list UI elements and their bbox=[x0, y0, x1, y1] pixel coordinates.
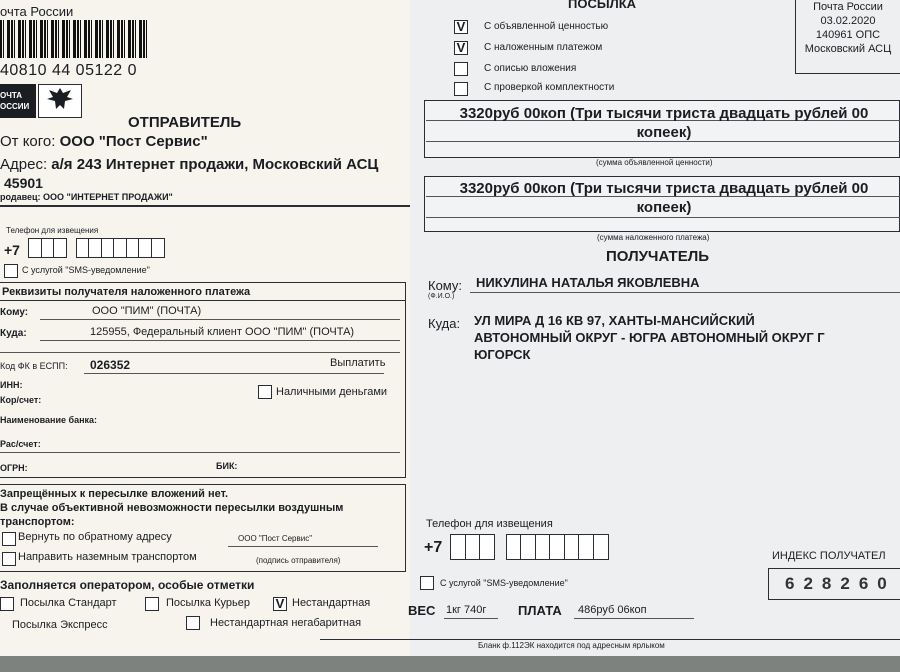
footer-note: Бланк ф.112ЭК находится под адресным ярлыком bbox=[478, 641, 665, 650]
courier-label: Посылка Курьер bbox=[166, 597, 250, 609]
cod-value-text: 3320руб 00коп (Три тысячи триста двадцать рублей 00 копеек) bbox=[459, 180, 869, 216]
ground-checkbox[interactable] bbox=[2, 552, 16, 566]
recipient-phone-label: Телефон для извещения bbox=[426, 518, 553, 530]
fk-value: 026352 bbox=[90, 358, 131, 372]
sender-title: ОТПРАВИТЕЛЬ bbox=[128, 114, 242, 131]
parcel-opt2: С наложенным платежом bbox=[484, 42, 603, 53]
account-label: Рас/счет: bbox=[0, 439, 41, 449]
inventory-checkbox[interactable] bbox=[454, 62, 468, 76]
restriction-line2: В случае объективной невозможности пересылки воздушным bbox=[0, 502, 344, 514]
ground-label: Направить наземным транспортом bbox=[18, 551, 197, 563]
cod-checkbox[interactable]: V bbox=[454, 41, 468, 55]
completeness-checkbox[interactable] bbox=[454, 82, 468, 96]
express-label: Посылка Экспресс bbox=[12, 619, 108, 631]
declared-value-checkbox[interactable]: V bbox=[454, 20, 468, 34]
nonstandard-checkbox[interactable]: V bbox=[273, 597, 287, 611]
restriction-line1: Запрещённых к пересылке вложений нет. bbox=[0, 488, 229, 500]
pay-label: Выплатить bbox=[330, 357, 386, 369]
payment-details-box bbox=[0, 282, 406, 478]
seller-line: родавец: ООО "ИНТЕРНЕТ ПРОДАЖИ" bbox=[0, 192, 173, 202]
table-surface bbox=[0, 656, 900, 672]
eagle-icon bbox=[38, 84, 82, 118]
inn-label: ИНН: bbox=[0, 380, 23, 390]
pay-where-value: 125955, Федеральный клиент ООО "ПИМ" (ПОЧТА) bbox=[90, 326, 355, 338]
recipient-title: ПОЛУЧАТЕЛЬ bbox=[606, 248, 710, 265]
kor-label: Кор/счет: bbox=[0, 395, 42, 405]
post-label: очта России bbox=[0, 4, 74, 19]
oversize-label: Нестандартная негабаритная bbox=[210, 617, 362, 629]
sender-phone-prefix: +7 bbox=[4, 242, 20, 258]
parcel-opt3: С описью вложения bbox=[484, 63, 577, 74]
recipient-to-label: Кому: bbox=[428, 278, 462, 293]
sender-from: От кого: ООО "Пост Сервис" bbox=[0, 133, 208, 150]
index-label: ИНДЕКС ПОЛУЧАТЕЛ bbox=[772, 550, 886, 562]
bik-label: БИК: bbox=[216, 461, 238, 471]
fee-value: 486руб 06коп bbox=[578, 604, 647, 616]
barcode-number: 40810 44 05122 0 bbox=[0, 62, 138, 79]
sender-postcode: 45901 bbox=[4, 175, 43, 191]
weight-label: ВЕС bbox=[408, 603, 436, 618]
barcode bbox=[0, 20, 150, 58]
nonstandard-label: Нестандартная bbox=[292, 597, 371, 609]
ogrn-label: ОГРН: bbox=[0, 463, 28, 473]
sender-sms-checkbox[interactable] bbox=[4, 264, 18, 278]
recipient-to-caption: (Ф.И.О.) bbox=[428, 293, 455, 300]
parcel-opt1: С объявленной ценностью bbox=[484, 21, 609, 32]
signature-caption: (подпись отправителя) bbox=[256, 556, 341, 565]
sender-sms-label: С услугой "SMS-уведомление" bbox=[22, 265, 150, 275]
courier-checkbox[interactable] bbox=[145, 597, 159, 611]
recipient-sms-checkbox[interactable] bbox=[420, 576, 434, 590]
weight-value: 1кг 740г bbox=[446, 604, 487, 616]
operator-title: Заполняется оператором, особые отметки bbox=[0, 578, 255, 592]
recipient-name: НИКУЛИНА НАТАЛЬЯ ЯКОВЛЕВНА bbox=[476, 275, 700, 290]
parcel-opt4: С проверкой комплектности bbox=[484, 82, 615, 93]
sender-phone-label: Телефон для извещения bbox=[6, 226, 99, 235]
divider bbox=[0, 300, 406, 301]
recipient-phone-cells[interactable] bbox=[450, 534, 607, 565]
recipient-where-label: Куда: bbox=[428, 316, 461, 331]
cash-checkbox[interactable] bbox=[258, 385, 272, 399]
pay-where-label: Куда: bbox=[0, 328, 27, 339]
recipient-sms-label: С услугой "SMS-уведомление" bbox=[440, 578, 568, 588]
sender-phone-cells[interactable] bbox=[28, 238, 163, 263]
bank-label: Наименование банка: bbox=[0, 415, 98, 425]
fee-label: ПЛАТА bbox=[518, 603, 562, 618]
fk-label: Код ФК в ЕСПП: bbox=[0, 361, 68, 371]
oversize-checkbox[interactable] bbox=[186, 616, 200, 630]
cash-label: Наличными деньгами bbox=[276, 386, 388, 398]
divider bbox=[0, 205, 410, 207]
return-checkbox[interactable] bbox=[2, 532, 16, 546]
signature-value: ООО "Пост Сервис" bbox=[238, 534, 313, 543]
restriction-line3: транспортом: bbox=[0, 516, 75, 528]
payment-title: Реквизиты получателя наложенного платежа bbox=[2, 286, 251, 298]
recipient-address: УЛ МИРА Д 16 КВ 97, ХАНТЫ-МАНСИЙСКИЙ АВТОНОМНЫЙ ОКРУГ - ЮГРА АВТОНОМНЫЙ ОКРУГ Г ЮГОРСК bbox=[474, 313, 825, 362]
standard-label: Посылка Стандарт bbox=[20, 597, 117, 609]
sender-address: Адрес: а/я 243 Интернет продажи, Московский АСЦ bbox=[0, 156, 379, 173]
return-label: Вернуть по обратному адресу bbox=[18, 531, 172, 543]
declared-value-text: 3320руб 00коп (Три тысячи триста двадцать рублей 00 копеек) bbox=[459, 105, 869, 141]
recipient-index: 628260 bbox=[768, 568, 900, 600]
pay-to-label: Кому: bbox=[0, 307, 29, 318]
standard-checkbox[interactable] bbox=[0, 597, 14, 611]
pay-to-value: ООО "ПИМ" (ПОЧТА) bbox=[92, 305, 202, 317]
post-stamp: Почта России 03.02.2020 140961 ОПС Московский АСЦ bbox=[795, 0, 900, 74]
parcel-title: ПОСЫЛКА bbox=[568, 0, 637, 11]
recipient-phone-prefix: +7 bbox=[424, 539, 443, 556]
declared-value-caption: (сумма объявленной ценности) bbox=[596, 158, 713, 167]
russian-post-logo: ОЧТА ОССИИ bbox=[0, 84, 36, 118]
cod-value-caption: (сумма наложенного платежа) bbox=[597, 233, 710, 242]
